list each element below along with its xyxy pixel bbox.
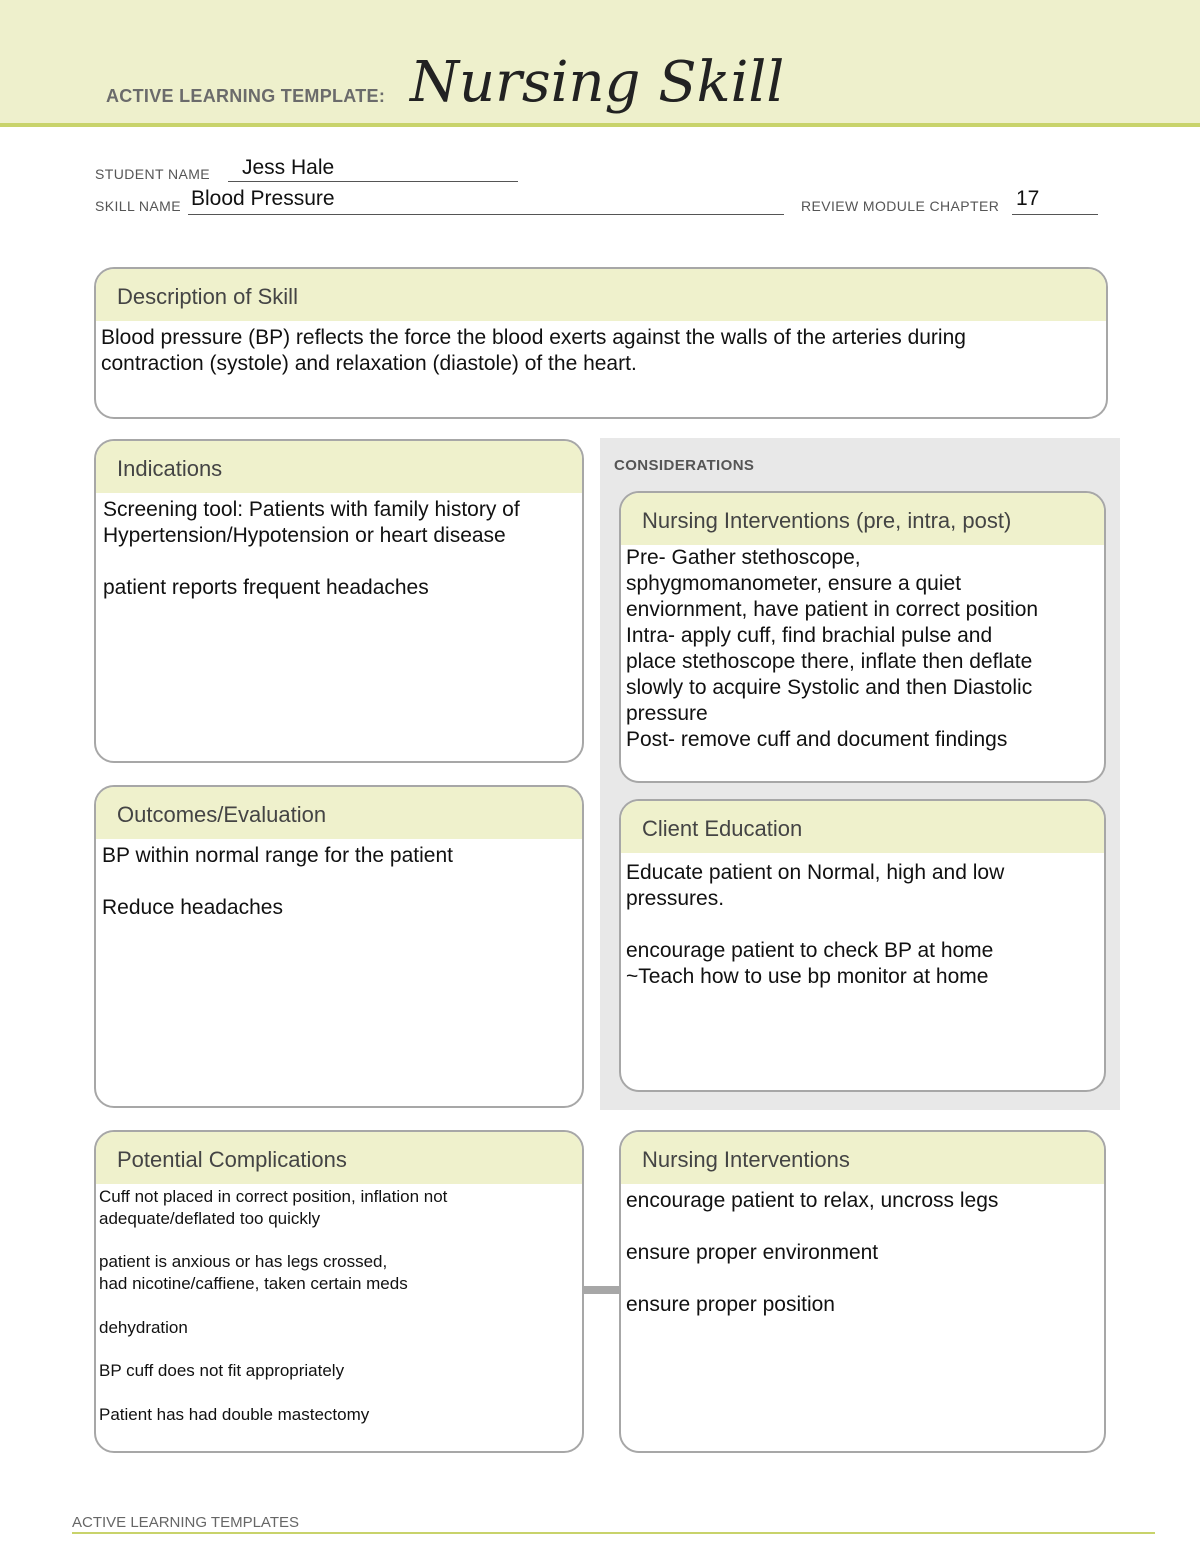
student-name-label: STUDENT NAME: [95, 166, 210, 182]
complications-text: Cuff not placed in correct position, inflation not adequate/deflated too quickly patient is anxious or has legs crossed, had nicotine/caffiene, taken certain meds dehydration BP cuff does not fit appropriately Patient has had double mastectomy: [99, 1187, 448, 1424]
considerations-label: CONSIDERATIONS: [614, 457, 755, 474]
review-module-underline: [1012, 214, 1098, 215]
outcomes-title: Outcomes/Evaluation: [96, 787, 582, 839]
review-module-label: REVIEW MODULE CHAPTER: [801, 198, 1000, 214]
indications-box: [94, 439, 584, 763]
outcomes-box: [94, 785, 584, 1108]
indications-text: Screening tool: Patients with family history of Hypertension/Hypotension or heart disease patient reports frequent headaches: [103, 498, 520, 599]
header-rule: [0, 123, 1200, 127]
complications-title: Potential Complications: [96, 1132, 582, 1184]
complications-box: [94, 1130, 584, 1453]
client-education-body[interactable]: [621, 853, 1104, 990]
client-education-box: [619, 799, 1106, 1092]
template-label: ACTIVE LEARNING TEMPLATE:: [106, 86, 386, 106]
nursing-interventions-pip-title: Nursing Interventions (pre, intra, post): [621, 493, 1104, 545]
skill-name-underline: [188, 214, 784, 215]
review-module-field[interactable]: 17: [1016, 187, 1040, 210]
template-title: Nursing Skill: [410, 50, 785, 115]
description-text: Blood pressure (BP) reflects the force the blood exerts against the walls of the arteries during contraction (systole) and relaxation (diastole) of the heart.: [101, 326, 966, 375]
complications-body[interactable]: [96, 1184, 582, 1426]
nursing-interventions-pip-text: Pre- Gather stethoscope, sphygmomanometer, ensure a quiet enviornment, have patient in correct position Intra- apply cuff, find brachial pulse and place stethoscope there, inflate then deflate slowly to acquire Systolic and then Diastolic pressure Post- remove cuff and document findings: [626, 546, 1039, 751]
nursing-interventions-text: encourage patient to relax, uncross legs ensure proper environment ensure proper position: [626, 1189, 999, 1316]
skill-name-field[interactable]: Blood Pressure: [191, 187, 335, 210]
skill-name-label: SKILL NAME: [95, 198, 181, 214]
indications-body[interactable]: [96, 493, 582, 601]
nursing-interventions-pip-box: [619, 491, 1106, 783]
complications-connector: [583, 1286, 619, 1294]
nursing-interventions-title: Nursing Interventions: [621, 1132, 1104, 1184]
outcomes-body[interactable]: [96, 839, 582, 921]
client-education-text: Educate patient on Normal, high and low pressures. encourage patient to check BP at home ~Teach how to use bp monitor at home: [626, 861, 1005, 988]
client-education-title: Client Education: [621, 801, 1104, 853]
footer-text: ACTIVE LEARNING TEMPLATES: [72, 1514, 299, 1531]
nursing-interventions-pip-body[interactable]: [621, 545, 1104, 753]
description-body[interactable]: [96, 321, 1106, 377]
student-name-underline: [228, 181, 518, 182]
description-title: Description of Skill: [96, 269, 1106, 321]
description-box: [94, 267, 1108, 419]
outcomes-text: BP within normal range for the patient Reduce headaches: [102, 844, 453, 919]
student-name-field[interactable]: Jess Hale: [242, 156, 335, 179]
indications-title: Indications: [96, 441, 582, 493]
nursing-interventions-box: [619, 1130, 1106, 1453]
nursing-interventions-body[interactable]: [621, 1184, 1104, 1318]
footer-rule: [72, 1532, 1155, 1534]
